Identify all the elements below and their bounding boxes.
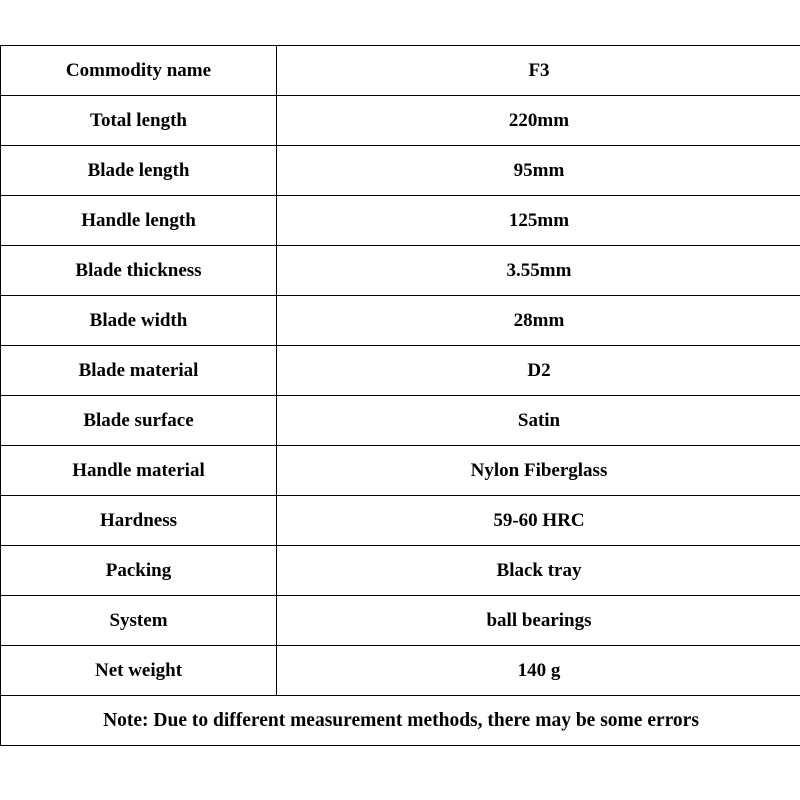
row-value: ball bearings bbox=[277, 596, 800, 646]
row-label: Blade width bbox=[1, 296, 277, 346]
table-row bbox=[1, 146, 800, 196]
row-value: 220mm bbox=[277, 96, 800, 146]
row-label: Blade thickness bbox=[1, 246, 277, 296]
note-text: Note: Due to different measurement methods, there may be some errors bbox=[1, 696, 800, 746]
row-label: Blade surface bbox=[1, 396, 277, 446]
row-value: 3.55mm bbox=[277, 246, 800, 296]
note-row bbox=[1, 696, 800, 746]
table-row bbox=[1, 446, 800, 496]
row-value: 59-60 HRC bbox=[277, 496, 800, 546]
row-value: 125mm bbox=[277, 196, 800, 246]
row-value: Satin bbox=[277, 396, 800, 446]
row-label: Commodity name bbox=[1, 46, 277, 96]
table-row bbox=[1, 496, 800, 546]
row-label: Handle material bbox=[1, 446, 277, 496]
row-label: Blade material bbox=[1, 346, 277, 396]
row-label: System bbox=[1, 596, 277, 646]
row-value: F3 bbox=[277, 46, 800, 96]
table-row bbox=[1, 246, 800, 296]
table-row bbox=[1, 46, 800, 96]
row-value: Nylon Fiberglass bbox=[277, 446, 800, 496]
row-label: Hardness bbox=[1, 496, 277, 546]
row-label: Packing bbox=[1, 546, 277, 596]
table-row bbox=[1, 196, 800, 246]
row-label: Total length bbox=[1, 96, 277, 146]
table-row bbox=[1, 296, 800, 346]
row-value: 28mm bbox=[277, 296, 800, 346]
row-label: Net weight bbox=[1, 646, 277, 696]
row-label: Handle length bbox=[1, 196, 277, 246]
table-row bbox=[1, 346, 800, 396]
table-row bbox=[1, 646, 800, 696]
row-value: 95mm bbox=[277, 146, 800, 196]
spec-table bbox=[0, 45, 800, 746]
table-row bbox=[1, 396, 800, 446]
row-value: 140 g bbox=[277, 646, 800, 696]
table-row bbox=[1, 596, 800, 646]
row-value: D2 bbox=[277, 346, 800, 396]
table-row bbox=[1, 96, 800, 146]
row-value: Black tray bbox=[277, 546, 800, 596]
row-label: Blade length bbox=[1, 146, 277, 196]
table-row bbox=[1, 546, 800, 596]
